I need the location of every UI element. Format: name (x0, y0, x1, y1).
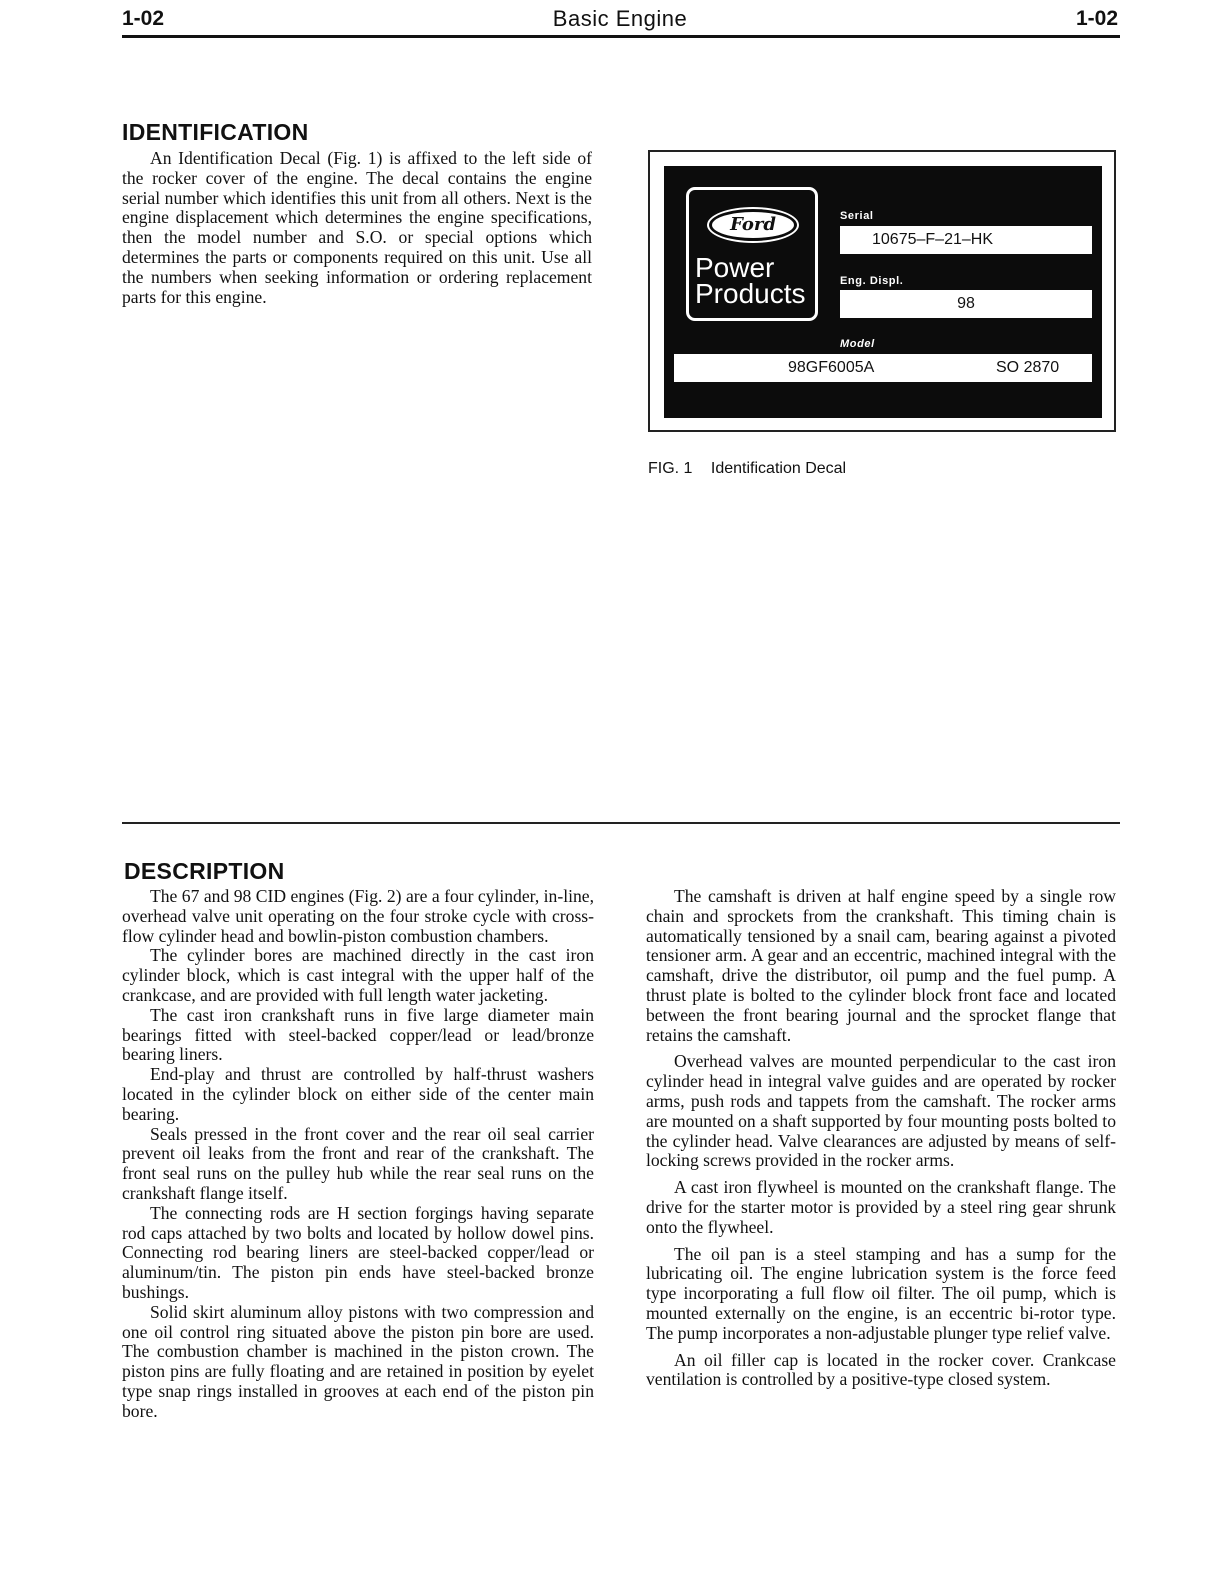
description-paragraph: The cast iron crankshaft runs in five large diameter main bearings fitted with steel-backed copper/lead or lead/bronze bearing liners. (122, 1004, 594, 1065)
brand-logo-box (686, 187, 818, 321)
displacement-value: 98 (840, 290, 1092, 318)
identification-decal (664, 166, 1102, 418)
model-label: Model (840, 338, 875, 350)
page-header (122, 4, 1118, 38)
model-value: 98GF6005A (788, 359, 875, 376)
description-paragraph: End-play and thrust are controlled by half-thrust washers located in the cylinder block on either side of the center main bearing. (122, 1064, 594, 1124)
description-paragraph: The connecting rods are H section forgings having separate rod caps attached by two bolts and located by hollow dowel pins. Connecting rod bearing liners are steel-backed copper/lead or aluminum/tin. The piston pin ends have steel-backed bronze bushings. (122, 1202, 594, 1302)
ford-logo-text: Ford (712, 212, 794, 238)
figure-caption-text: Identification Decal (710, 460, 847, 477)
header-title: Basic Engine (552, 6, 688, 31)
description-heading: DESCRIPTION (124, 858, 285, 884)
ford-oval-logo (707, 207, 799, 243)
brand-line-1: Power (695, 252, 775, 283)
identification-paragraph: An Identification Decal (Fig. 1) is affixed to the left side of the rocker cover of the engine. The decal contains the engine serial number which identifies this unit from all others. Next is the engine displacement which determines the engine specifications, then the model number and S.O. or special options which determines the parts or components required on this unit. Use all the numbers when seeking information or ordering replacement parts for this engine. (122, 148, 592, 307)
section-divider (122, 822, 1120, 824)
special-options-value: SO 2870 (996, 359, 1060, 376)
description-paragraph: Overhead valves are mounted perpendicular to the cast iron cylinder head in integral valve guides and are operated by rocker arms, push rods and tappets from the camshaft. The rocker arms are mounted on a shaft supported by four mounting posts bolted to the cylinder head. Valve clearances are adjusted by means of self-locking screws provided in the rocker arms. (646, 1051, 1116, 1171)
description-left-column (122, 887, 594, 1422)
description-paragraph: Solid skirt aluminum alloy pistons with two compression and one oil control ring situated above the piston pin bore are used. The combustion chamber is machined in the piston crown. The piston pins are fully floating and are retained in position by eyelet type snap rings installed in grooves at each end of the piston pin bore. (122, 1301, 594, 1421)
description-paragraph: The cylinder bores are machined directly in the cast iron cylinder block, which is cast integral with the upper half of the crankcase, and are provided with full length water jacketing. (122, 945, 594, 1005)
model-field (674, 354, 1092, 382)
page-number-left: 1-02 (122, 7, 165, 30)
brand-line-2: Products (695, 278, 806, 309)
description-paragraph: An oil filler cap is located in the rocker cover. Crankcase ventilation is controlled by a positive-type closed system. (646, 1349, 1116, 1390)
header-rule (122, 35, 1120, 38)
description-right-column (646, 887, 1116, 1390)
figure-number: FIG. 1 (648, 460, 693, 477)
description-paragraph: The 67 and 98 CID engines (Fig. 2) are a four cylinder, in-line, overhead valve unit operating on the four stroke cycle with cross-flow cylinder head and bowlin-piston combustion chambers. (122, 886, 594, 946)
description-paragraph: A cast iron flywheel is mounted on the crankshaft flange. The drive for the starter motor is provided by a steel ring gear shrunk onto the flywheel. (646, 1177, 1116, 1237)
serial-label: Serial (840, 210, 874, 222)
page-number-right: 1-02 (1075, 7, 1118, 30)
displacement-label: Eng. Displ. (840, 275, 904, 287)
figure-caption (648, 460, 846, 478)
description-paragraph: Seals pressed in the front cover and the rear oil seal carrier prevent oil leaks from the front and rear of the crankshaft. The front seal runs on the pulley hub while the rear seal runs on the crankshaft flange itself. (122, 1123, 594, 1203)
serial-value: 10675–F–21–HK (840, 226, 1092, 254)
identification-heading: IDENTIFICATION (122, 119, 309, 145)
description-paragraph: The oil pan is a steel stamping and has a sump for the lubricating oil. The engine lubrication system is the force feed type incorporating a full flow oil filter. The oil pump, which is mounted externally on the engine, is an eccentric bi-rotor type. The pump incorporates a non-adjustable plunger type relief valve. (646, 1243, 1116, 1343)
description-paragraph: The camshaft is driven at half engine speed by a single row chain and sprockets from the crankshaft. This timing chain is automatically tensioned by a snail cam, bearing against a pivoted tensioner arm. A gear and an eccentric, machined integral with the camshaft, drive the distributor, oil pump and the fuel pump. A thrust plate is bolted to the cylinder block front face and located between the front bearing journal and the sprocket flange that retains the camshaft. (646, 886, 1116, 1045)
identification-text (122, 149, 592, 307)
